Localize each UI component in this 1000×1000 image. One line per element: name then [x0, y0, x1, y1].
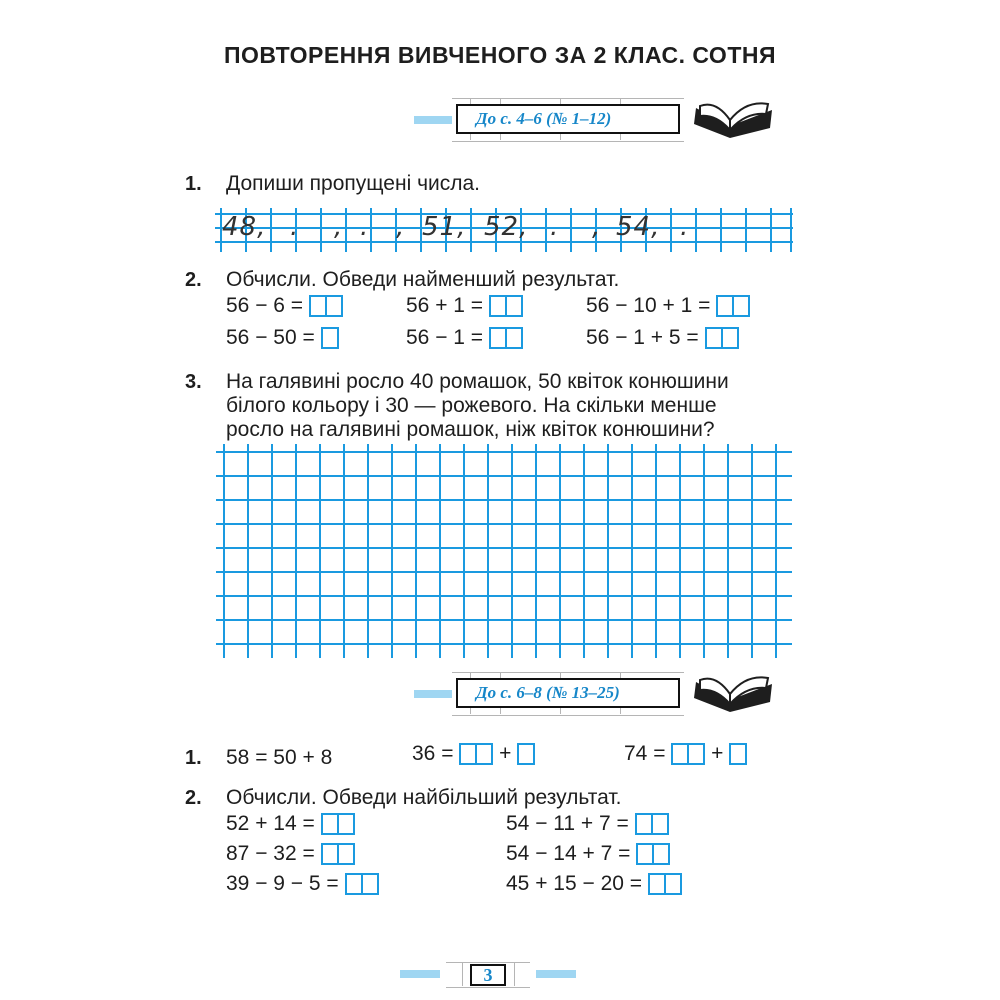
expression-text: 87 − 32 =	[226, 842, 315, 866]
open-book-icon	[692, 96, 776, 140]
answer-boxes[interactable]	[321, 842, 355, 866]
expression	[226, 842, 355, 866]
open-book-icon	[692, 670, 776, 714]
expression	[226, 326, 339, 350]
expression-text: 54 − 14 + 7 =	[506, 842, 631, 866]
handwritten-number: ,	[396, 212, 406, 242]
handwritten-number: ,	[334, 212, 344, 242]
task-number: 1.	[185, 173, 202, 195]
answer-cell[interactable]	[325, 295, 343, 317]
expression-text: 52 + 14 =	[226, 812, 315, 836]
handwritten-number: 51,	[422, 212, 467, 242]
expression-text: 36 =	[412, 742, 454, 766]
footer-tick	[462, 962, 463, 986]
task-number: 3.	[185, 371, 202, 393]
expression-text: 56 − 10 + 1 =	[586, 294, 711, 318]
answer-boxes[interactable]	[729, 742, 747, 766]
header-bar-left	[414, 690, 452, 698]
task-number: 2.	[185, 787, 202, 809]
header-bar-left	[414, 116, 452, 124]
expression-text: 54 − 11 + 7 =	[506, 812, 629, 836]
expression-text: 45 + 15 − 20 =	[506, 872, 643, 896]
answer-cell[interactable]	[687, 743, 705, 765]
answer-cell[interactable]	[361, 873, 379, 895]
page-number: 3	[483, 965, 493, 985]
expression	[586, 326, 739, 350]
expression-text: 56 + 1 =	[406, 294, 484, 318]
answer-cell[interactable]	[321, 327, 339, 349]
answer-cell[interactable]	[651, 813, 669, 835]
answer-boxes[interactable]	[635, 812, 669, 836]
ref-label: До с. 6–8 (№ 13–25)	[476, 683, 620, 702]
expression	[506, 842, 670, 866]
expression-text: 56 − 1 + 5 =	[586, 326, 699, 350]
footer-bar-left	[400, 970, 440, 978]
answer-boxes[interactable]	[636, 842, 670, 866]
expression	[586, 294, 750, 318]
handwritten-number: .	[680, 212, 690, 242]
page-title: ПОВТОРЕННЯ ВИВЧЕНОГО ЗА 2 КЛАС. СОТНЯ	[223, 42, 777, 68]
handwritten-number: .	[550, 212, 560, 242]
handwritten-number: .	[360, 212, 370, 242]
expression-text: 56 − 1 =	[406, 326, 484, 350]
answer-boxes[interactable]	[321, 326, 339, 350]
answer-cell[interactable]	[721, 327, 739, 349]
plus-sign: +	[499, 742, 512, 766]
expression	[226, 812, 355, 836]
answer-boxes[interactable]	[671, 742, 705, 766]
task-number: 2.	[185, 269, 202, 291]
expression-text: 74 =	[624, 742, 666, 766]
answer-boxes[interactable]	[489, 294, 523, 318]
expression: 58 = 50 + 8	[226, 746, 333, 769]
expression-text: 56 − 6 =	[226, 294, 304, 318]
ref-label: До с. 4–6 (№ 1–12)	[476, 109, 612, 128]
task-text: Допиши пропущені числа.	[226, 172, 481, 195]
plus-sign: +	[711, 742, 724, 766]
answer-cell[interactable]	[664, 873, 682, 895]
task-text-line: білого кольору і 30 — рожевого. На скільки менше	[226, 394, 717, 417]
expression	[506, 872, 682, 896]
answer-boxes[interactable]	[705, 326, 739, 350]
expression	[406, 326, 523, 350]
task-text: Обчисли. Обведи найбільший результат.	[226, 786, 622, 809]
answer-cell[interactable]	[475, 743, 493, 765]
answer-cell[interactable]	[729, 743, 747, 765]
footer-bar-right	[536, 970, 576, 978]
answer-grid[interactable]	[216, 444, 792, 658]
answer-cell[interactable]	[517, 743, 535, 765]
answer-cell[interactable]	[652, 843, 670, 865]
answer-cell[interactable]	[505, 295, 523, 317]
footer-tick	[514, 962, 515, 986]
handwritten-number: 52,	[484, 212, 529, 242]
answer-boxes[interactable]	[345, 872, 379, 896]
expression	[624, 742, 747, 766]
answer-boxes[interactable]	[459, 742, 493, 766]
answer-boxes[interactable]	[489, 326, 523, 350]
expression-text: 39 − 9 − 5 =	[226, 872, 339, 896]
expression	[506, 812, 669, 836]
answer-boxes[interactable]	[716, 294, 750, 318]
task-text-line: На галявині росло 40 ромашок, 50 квіток конюшини	[226, 370, 729, 393]
answer-cell[interactable]	[337, 813, 355, 835]
expression	[406, 294, 523, 318]
task-number: 1.	[185, 747, 202, 769]
expression-text: 56 − 50 =	[226, 326, 315, 350]
handwritten-number: .	[290, 212, 300, 242]
task-text-line: росло на галявині ромашок, ніж квіток конюшини?	[226, 418, 715, 441]
handwritten-number: ,	[592, 212, 602, 242]
handwritten-number: 48,	[222, 212, 267, 242]
answer-boxes[interactable]	[309, 294, 343, 318]
answer-boxes[interactable]	[648, 872, 682, 896]
expression	[226, 872, 379, 896]
task-text: Обчисли. Обведи найменший результат.	[226, 268, 620, 291]
answer-boxes[interactable]	[517, 742, 535, 766]
answer-cell[interactable]	[337, 843, 355, 865]
expression	[412, 742, 535, 766]
answer-boxes[interactable]	[321, 812, 355, 836]
answer-cell[interactable]	[505, 327, 523, 349]
expression	[226, 294, 343, 318]
answer-cell[interactable]	[732, 295, 750, 317]
handwritten-number: 54,	[616, 212, 661, 242]
